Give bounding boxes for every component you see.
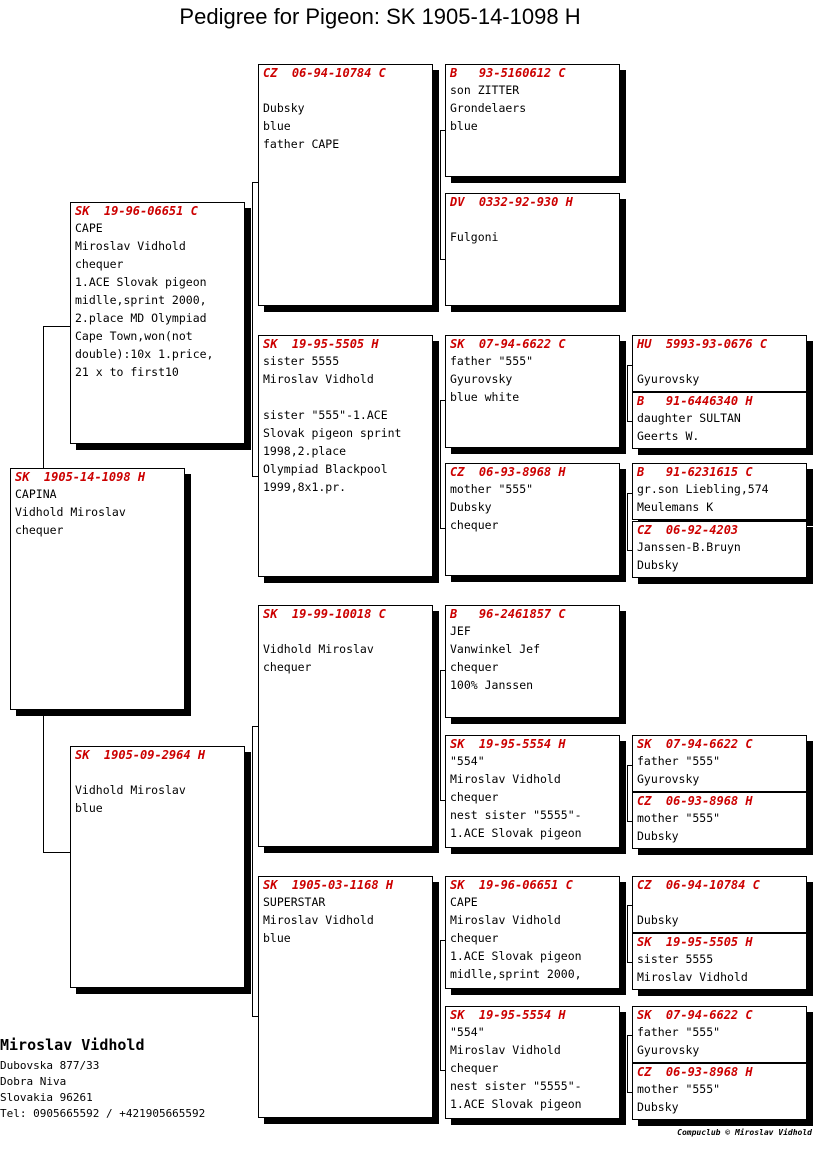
ring-number: SK 19-99-10018 C [263,607,386,621]
connector-segment [627,765,628,821]
pigeon-info-line: chequer [263,660,312,674]
pigeon-info-line: 21 x to first10 [75,365,179,379]
pigeon-info-line: gr.son Liebling,574 [637,482,769,496]
pigeon-info-line: 2.place MD Olympiad [75,311,207,325]
connector-segment [627,1035,628,1092]
pigeon-info-line: 1.ACE Slovak pigeon [450,949,582,963]
owner-block [0,1036,205,1122]
pigeon-info-line: Gyurovsky [450,372,513,386]
pigeon-info-line: sister 5555 [263,354,340,368]
pigeon-info-line: Cape Town,won(not [75,329,193,343]
pigeon-info-line: Vidhold Miroslav [75,783,186,797]
pigeon-info-line: blue [450,119,478,133]
owner-street: Dubovska 877/33 [0,1059,100,1072]
pigeon-info-line: Miroslav Vidhold [450,913,561,927]
pigeon-info-line: "554" [450,754,485,768]
pigeon-info-line: 100% Janssen [450,678,534,692]
pigeon-info-line: blue [75,801,103,815]
pedigree-card-sddd [632,521,807,578]
pigeon-info-line: Dubsky [263,101,305,115]
connector-segment [252,182,253,476]
ring-number: SK 19-96-06651 C [450,878,573,892]
pigeon-info-line: chequer [75,257,124,271]
ring-number: SK 1905-09-2964 H [75,748,206,762]
pigeon-info-line: blue [263,931,291,945]
pigeon-info-line: double):10x 1.price, [75,347,214,361]
pigeon-info-line: father CAPE [263,137,340,151]
pigeon-info-line: Meulemans K [637,500,714,514]
pigeon-info-line: "554" [450,1025,485,1039]
ring-number: CZ 06-94-10784 C [263,66,386,80]
pedigree-card-subject [10,468,185,710]
ring-number: SK 19-95-5505 H [263,337,379,351]
pigeon-info-line: SUPERSTAR [263,895,326,909]
pedigree-card-sdsd [632,392,807,449]
pedigree-card-ddds [632,1006,807,1063]
pigeon-info-line: Vidhold Miroslav [15,505,126,519]
pigeon-info-line [259,621,432,639]
ring-number: SK 07-94-6622 C [450,337,566,351]
ring-number: SK 1905-03-1168 H [263,878,394,892]
ring-number: B 91-6231615 C [637,465,753,479]
pigeon-info-line: sister "555"-1.ACE [263,408,388,422]
pedigree-card-dds [445,876,620,989]
pigeon-info-line: JEF [450,624,471,638]
pigeon-info-line: 1.ACE Slovak pigeon [450,826,582,840]
pigeon-info-line: Dubsky [637,1100,679,1114]
pigeon-info-line: Slovak pigeon sprint [263,426,402,440]
connector-segment [627,365,628,421]
pigeon-info-line: Dubsky [637,829,679,843]
pedigree-card-sire [70,202,245,444]
pigeon-info-line: CAPE [450,895,478,909]
pedigree-card-sds [445,335,620,448]
pedigree-card-sd [258,335,433,577]
pigeon-info-line: father "555" [637,754,721,768]
pedigree-card-sss [445,64,620,177]
connector-segment [627,905,628,962]
pedigree-card-ssd [445,193,620,306]
pedigree-card-dd [258,876,433,1118]
pigeon-info-line: Miroslav Vidhold [450,1043,561,1057]
pigeon-info-line: Dubsky [637,913,679,927]
pigeon-info-line [71,762,244,780]
pigeon-info-line [259,387,432,405]
pigeon-info-line: nest sister "5555"- [450,808,582,822]
pigeon-info-line: Janssen-B.Bruyn [637,540,741,554]
pigeon-info-line: blue white [450,390,520,404]
pigeon-info-line: sister 5555 [637,952,714,966]
pigeon-info-line: Miroslav Vidhold [450,772,561,786]
pigeon-info-line: Gyurovsky [637,1043,700,1057]
ring-number: SK 19-95-5505 H [637,935,753,949]
pigeon-info-line: chequer [15,523,64,537]
ring-number: SK 19-95-5554 H [450,1008,566,1022]
owner-region: Slovakia 96261 [0,1091,93,1104]
pigeon-info-line: Gyurovsky [637,372,700,386]
pigeon-info-line: father "555" [450,354,534,368]
pigeon-info-line: 1999,8x1.pr. [263,480,347,494]
pigeon-info-line: Geerts W. [637,429,700,443]
ring-number: CZ 06-93-8968 H [637,1065,753,1079]
pigeon-info-line: nest sister "5555"- [450,1079,582,1093]
pigeon-info-line: mother "555" [637,811,721,825]
connector-segment [440,670,441,800]
pedigree-card-dss [445,605,620,718]
pigeon-info-line: chequer [450,660,499,674]
pigeon-info-line: CAPE [75,221,103,235]
ring-number: CZ 06-94-10784 C [637,878,760,892]
pigeon-info-line: mother "555" [637,1082,721,1096]
ring-number: SK 07-94-6622 C [637,1008,753,1022]
pigeon-info-line: midlle,sprint 2000, [450,967,582,981]
pedigree-card-sdds [632,463,807,520]
pigeon-info-line: mother "555" [450,482,534,496]
pigeon-info-line: Vanwinkel Jef [450,642,541,656]
ring-number: SK 07-94-6622 C [637,737,753,751]
pedigree-card-sdd [445,463,620,576]
pedigree-card-dam [70,746,245,988]
pigeon-info-line: 1.ACE Slovak pigeon [450,1097,582,1111]
connector-segment [43,852,70,853]
pigeon-info-line: chequer [450,790,499,804]
copyright-note: Compuclub © Miroslav Vidhold [677,1128,812,1137]
pigeon-info-line: 1.ACE Slovak pigeon [75,275,207,289]
pedigree-card-ss [258,64,433,306]
ring-number: CZ 06-92-4203 [637,523,739,537]
pigeon-info-line [259,80,432,98]
pigeon-info-line [446,209,619,227]
pigeon-info-line: 1998,2.place [263,444,347,458]
pigeon-info-line: Vidhold Miroslav [263,642,374,656]
pigeon-info-line: father "555" [637,1025,721,1039]
connector-segment [627,493,628,550]
pigeon-info-line: chequer [450,518,499,532]
ring-number: SK 1905-14-1098 H [15,470,146,484]
pigeon-info-line [633,892,806,910]
ring-number: CZ 06-93-8968 H [637,794,753,808]
pigeon-info-line: Miroslav Vidhold [263,913,374,927]
pigeon-info-line: blue [263,119,291,133]
pedigree-card-dsdd [632,792,807,849]
pedigree-card-dsd [445,735,620,848]
pigeon-info-line: midlle,sprint 2000, [75,293,207,307]
owner-name: Miroslav Vidhold [0,1036,145,1054]
connector-segment [440,940,441,1070]
pigeon-info-line: chequer [450,1061,499,1075]
pigeon-info-line [633,351,806,369]
pigeon-info-line: Gyurovsky [637,772,700,786]
ring-number: SK 19-95-5554 H [450,737,566,751]
pedigree-card-dddd [632,1063,807,1120]
pigeon-info-line: Miroslav Vidhold [263,372,374,386]
pigeon-info-line: Grondelaers [450,101,527,115]
owner-city: Dobra Niva [0,1075,67,1088]
ring-number: CZ 06-93-8968 H [450,465,566,479]
pigeon-info-line: chequer [450,931,499,945]
connector-segment [43,326,70,327]
page-title: Pedigree for Pigeon: SK 1905-14-1098 H [179,4,581,29]
pigeon-info-line: Miroslav Vidhold [75,239,186,253]
pedigree-card-ddsd [632,933,807,990]
ring-number: B 96-2461857 C [450,607,566,621]
pigeon-info-line: Miroslav Vidhold [637,970,748,984]
pigeon-info-line: son ZITTER [450,83,520,97]
pedigree-card-ddss [632,876,807,933]
owner-phone: Tel: 0905665592 / +421905665592 [0,1107,206,1120]
pedigree-card-ds [258,605,433,847]
pigeon-info-line: Dubsky [450,500,492,514]
connector-segment [43,712,44,852]
ring-number: SK 19-96-06651 C [75,204,198,218]
connector-segment [252,726,253,1016]
connector-segment [440,400,441,528]
ring-number: HU 5993-93-0676 C [637,337,768,351]
pigeon-info-line: Fulgoni [450,230,499,244]
ring-number: B 93-5160612 C [450,66,566,80]
connector-segment [440,130,441,259]
pigeon-info-line: CAPINA [15,487,57,501]
pedigree-card-ddd [445,1006,620,1119]
pigeon-info-line: Olympiad Blackpool [263,462,388,476]
pedigree-card-dsds [632,735,807,792]
pigeon-info-line: Dubsky [637,558,679,572]
pedigree-card-sdss [632,335,807,392]
pigeon-info-line: daughter SULTAN [637,411,741,425]
ring-number: DV 0332-92-930 H [450,195,573,209]
connector-segment [43,326,44,468]
ring-number: B 91-6446340 H [637,394,753,408]
